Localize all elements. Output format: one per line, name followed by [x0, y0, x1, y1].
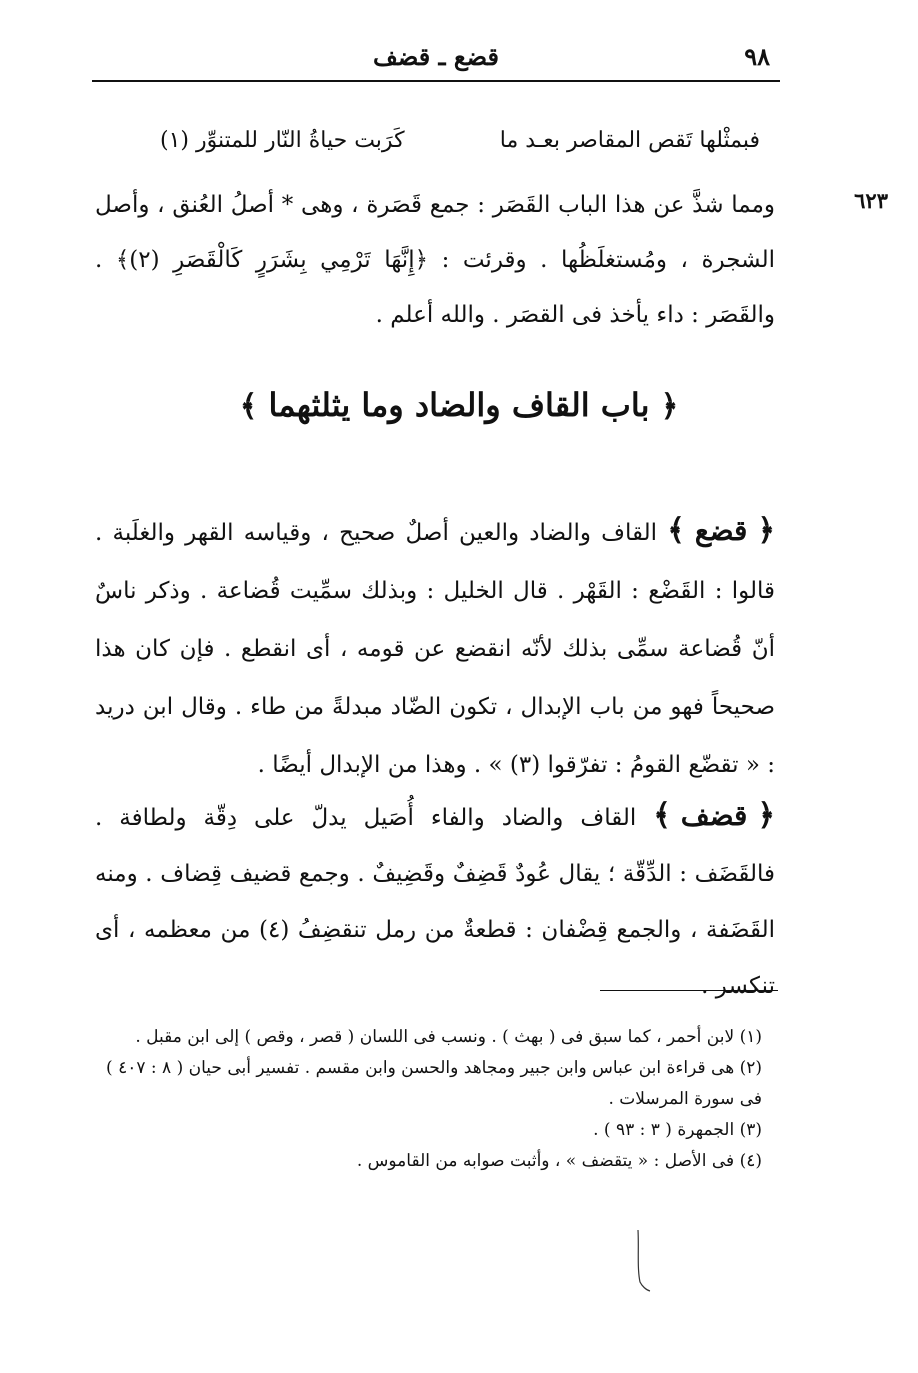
- running-title: قضع ـ قضف: [373, 42, 499, 71]
- entry-paragraph: ومما شذَّ عن هذا الباب القَصَر : جمع قَصَرة ، وهى * أصلُ العُنق ، وأصل الشجرة ، ومُستغلَظُها . وقرئت : ﴿إِنَّهَا تَرْمِي بِشَرَرٍ كَالْقَصَرِ (٢)﴾ . والقَصَر : داء يأخذ فى القصَر . والله أعلم .: [95, 192, 775, 328]
- page-header: [92, 38, 780, 74]
- headword-qadaf: قضف: [680, 799, 748, 832]
- entry-text-qadaf: القاف والضاد والفاء أُصَيل يدلّ على دِقّة ولطافة . فالقَضَف : الدِّقّة ؛ يقال عُودٌ قَضِفٌ وقَضِيفٌ . وجمع قضيف قِضاف . ومنه القَضَفة ، والجمع قِضْفان : قطعةٌ من رمل تنقضِفُ (٤) من معظمه ، أى تنكسر .: [95, 805, 775, 999]
- entry-text-qada: القاف والضاد والعين أصلٌ صحيح ، وقياسه القهر والغلَبة . قالوا : القَضْع : القَهْر . قال الخليل : وبذلك سمِّيت قُضاعة . وذكر ناسٌ أنّ قُضاعة سمِّى بذلك لأنّه انقضع عن قومه ، أى انقطع . فإن كان هذا صحيحاً فهو من باب الإبدال ، تكون الضّاد مبدلةً من طاء . وقال ابن دريد : « تقضّع القومُ : تفرّقوا (٣) » . وهذا من الإبدال أيضًا .: [95, 520, 775, 778]
- ornament-bracket-left: ﴾: [667, 513, 685, 548]
- headword-qada: قضع: [694, 514, 748, 547]
- ornament-bracket-right: ﴿: [757, 513, 776, 548]
- chapter-title: باب القاف والضاد وما يثلثهما: [268, 386, 650, 424]
- footnote: (٢) هى قراءة ابن عباس وابن جبير ومجاهد والحسن وابن مقسم . تفسير أبى حيان ( ٨ : ٤٠٧ ) فى سورة المرسلات .: [106, 1058, 762, 1109]
- footnote: (٣) الجمهرة ( ٣ : ٩٣ ) .: [593, 1120, 762, 1140]
- entry-section-qadaf: [95, 788, 775, 1014]
- ornament-bracket-left: ﴾: [239, 389, 258, 424]
- margin-pencil-mark: [634, 1228, 652, 1292]
- header-rule: [92, 80, 780, 82]
- entry-section-qada: [95, 502, 775, 794]
- entry-number: ٦٢٣: [854, 188, 888, 213]
- ornament-bracket-right: ﴿: [757, 798, 776, 833]
- page-number: ٩٨: [744, 42, 770, 71]
- ornament-bracket-left: ﴾: [653, 798, 671, 833]
- footnote: (١) لابن أحمر ، كما سبق فى ( بهث ) . ونسب فى اللسان ( قصر ، وقص ) إلى ابن مقبل .: [135, 1027, 762, 1047]
- chapter-heading: [0, 386, 918, 424]
- ornament-bracket-right: ﴿: [660, 389, 679, 424]
- footnote-rule: [600, 990, 778, 991]
- verse-second-hemistich: كَرَبت حياةُ النّار للمتنوِّر (١): [160, 128, 405, 153]
- footnotes: [100, 1022, 762, 1177]
- poetry-verse: [160, 118, 760, 170]
- verse-first-hemistich: فبمثْلها تَقص المقاصر بعـد ما: [499, 128, 760, 153]
- footnote: (٤) فى الأصل : « يتقضف » ، وأثبت صوابه من القاموس .: [356, 1151, 762, 1171]
